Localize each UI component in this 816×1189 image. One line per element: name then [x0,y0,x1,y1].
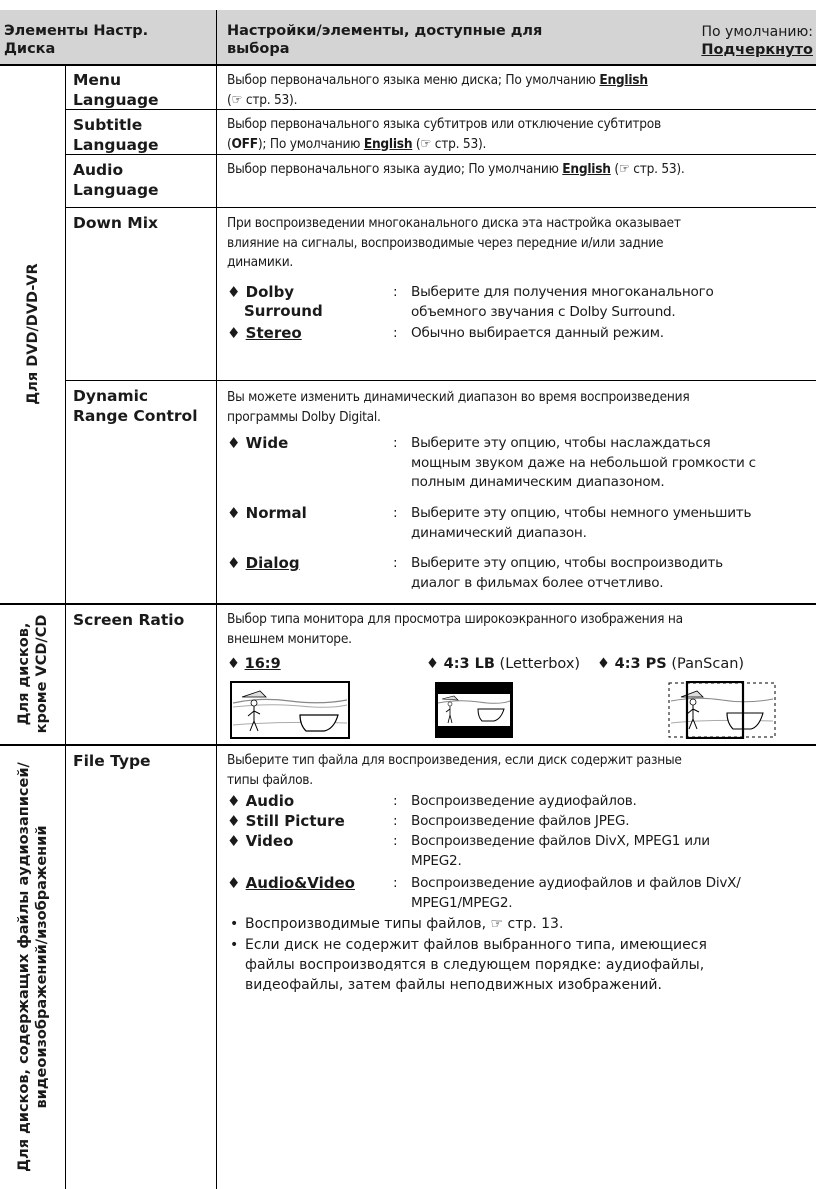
screen-ratio-intro [227,610,813,649]
option-normal-desc [411,504,806,543]
option-label: Video [245,832,294,850]
header-default-legend [701,23,813,59]
item-screen-ratio: Screen Ratio [73,611,185,629]
desc-text: Выбор первоначального языка меню диска; По умолчанию [227,72,600,88]
option-dolby-surround [227,283,323,321]
diamond-bullet-icon: ♦ [227,792,246,810]
option-label: Surround [244,302,323,320]
default-value: Подчеркнуто [701,42,813,58]
file-type-intro [227,751,813,790]
item-name-line: Subtitle [73,116,143,134]
option-stereo-desc: Обычно выбирается данный режим. [411,325,664,341]
desc-line: внешнем мониторе. [227,630,352,647]
header-column-items [0,10,216,64]
desc-line: Выбор типа монитора для просмотра широкоэкранного изображения на [227,611,683,627]
option-label: Wide [245,434,289,452]
subtitle-language-description: Выбор первоначального языка субтитров или отключение субтитров (OFF); По умолчанию English (☞ стр. 53). [227,116,661,152]
bullet-dot-icon: • [230,937,239,953]
option-label: 4:3 LB [443,656,495,672]
option-colon: : [393,793,398,809]
note-playable-types [227,914,813,934]
bullet-dot-icon: • [230,916,239,932]
off-value: OFF [231,135,258,152]
option-16-9 [227,655,281,673]
option-colon: : [393,875,398,891]
group-files-label [15,762,51,1172]
header-rule [0,64,816,66]
desc-line: Выберите эту опцию, чтобы немного уменьшить [411,505,752,521]
group-rule [0,744,816,746]
diamond-bullet-icon: ♦ [227,832,246,850]
row-rule [65,380,816,381]
desc-line: Вы можете изменить динамический диапазон во время воспроизведения [227,389,690,405]
note-line: файлы воспроизводятся в следующем порядке: аудиофайлы, [245,957,705,973]
column-divider [216,10,217,1189]
desc-line: MPEG1/MPEG2. [411,894,513,911]
option-normal [227,504,307,523]
item-file-type: File Type [73,752,151,770]
header-settings-line-1: Настройки/элементы, доступные для [227,23,543,39]
item-name-line: Menu [73,71,122,89]
group-dvd-label: Для DVD/DVD-VR [24,263,41,405]
desc-line: динамики. [227,254,294,270]
menu-language-description [227,71,813,110]
desc-line: Воспроизведение файлов DivX, MPEG1 или [411,833,710,849]
diamond-bullet-icon: ♦ [227,874,246,892]
option-colon: : [393,555,398,571]
desc-line: влияние на сигналы, воспроизводимые через передние и/или задние [227,234,664,251]
option-colon: : [393,435,398,451]
header-items-line-1: Элементы Настр. [4,23,149,39]
option-audio-video [227,874,355,893]
option-dolby-surround-desc [411,283,806,322]
option-label: 4:3 PS [614,656,667,672]
option-note: (PanScan) [671,656,745,672]
option-4-3-lb [426,655,580,673]
header-settings-line-2: выбора [227,41,290,57]
option-label-default: Stereo [245,324,302,342]
desc-line: полным динамическим диапазоном. [411,474,665,490]
desc-line: типы файлов. [227,771,313,788]
option-label-default: Audio&Video [245,874,355,892]
item-name-line: Language [73,136,159,154]
diamond-bullet-icon: ♦ [227,812,246,830]
option-note: (Letterbox) [499,656,581,672]
item-name-line: Dynamic [73,387,149,405]
desc-line: мощным звуком даже на небольшой громкости с [411,454,756,471]
item-menu-language [73,70,213,110]
option-colon: : [393,833,398,849]
diamond-bullet-icon: ♦ [227,504,246,522]
option-wide-desc [411,434,806,493]
group-files [0,745,65,1189]
group-files-line-1: Для дисков, содержащих файлы аудиозаписей/ [15,762,32,1172]
option-video [227,832,293,851]
diamond-bullet-icon: ♦ [597,656,615,672]
diamond-bullet-icon: ♦ [227,324,246,342]
option-colon: : [393,284,398,300]
option-wide [227,434,288,453]
option-stereo [227,324,302,343]
down-mix-intro [227,214,813,273]
group-rule [0,603,816,605]
option-dialog [227,554,300,573]
desc-text: Выбор первоначального языка аудио; По умолчанию [227,161,563,177]
desc-line: динамический диапазон. [411,524,587,541]
desc-line: Воспроизведение аудиофайлов и файлов DivX/ [411,875,741,891]
desc-line: объемного звучания с Dolby Surround. [411,303,676,320]
group-dvd [0,65,65,603]
desc-line: При воспроизведении многоканального диска эта настройка оказывает [227,215,681,231]
header-items-line-2: Диска [4,41,56,57]
group-non-vcd-line-2: кроме VCD/CD [33,614,50,734]
dynamic-range-intro [227,388,813,427]
diamond-bullet-icon: ♦ [227,434,246,452]
header-column-settings [217,10,816,64]
group-files-line-2: видеоизображений/изображений [33,825,50,1109]
note-text [227,935,813,995]
option-label: Still Picture [245,812,345,830]
desc-text: Выбор первоначального языка субтитров или отключение субтитров [227,116,661,132]
desc-line: Выберите эту опцию, чтобы воспроизводить [411,555,723,571]
group-non-vcd-label [15,615,51,734]
panscan-illustration [667,681,777,739]
note-playback-order [227,935,813,995]
item-dynamic-range-control [73,386,213,426]
option-colon: : [393,505,398,521]
note-line: видеофайлы, затем файлы неподвижных изображений. [245,977,662,993]
diamond-bullet-icon: ♦ [426,656,444,672]
letterbox-illustration [434,681,514,739]
option-video-desc [411,832,806,871]
desc-line: MPEG2. [411,852,462,869]
option-audio [227,792,294,811]
option-audio-desc: Воспроизведение аудиофайлов. [411,793,637,809]
default-value-english: English [363,135,413,152]
item-name-line: Language [73,91,159,109]
wide-screen-illustration [230,681,350,739]
option-label-default: Dialog [245,554,300,572]
default-value-english: English [562,161,611,177]
desc-text: ); По умолчанию [257,135,364,152]
default-label: По умолчанию: [701,24,813,40]
item-down-mix: Down Mix [73,214,159,232]
group-non-vcd [0,604,65,744]
option-4-3-ps [597,655,744,673]
option-still-picture-desc: Воспроизведение файлов JPEG. [411,813,630,829]
item-name-line: Audio [73,161,124,179]
option-colon: : [393,813,398,829]
item-subtitle-language [73,115,213,155]
option-dialog-desc [411,554,806,593]
desc-line: диалог в фильмах более отчетливо. [411,574,664,591]
desc-line: Выберите тип файла для воспроизведения, если диск содержит разные [227,752,682,768]
row-rule [65,207,816,208]
desc-line: программы Dolby Digital. [227,408,381,425]
diamond-bullet-icon: ♦ [227,283,246,301]
option-label-default: 16:9 [244,656,281,672]
page-ref: (☞ стр. 53). [412,135,487,152]
default-value-english: English [599,72,648,88]
group-divider [65,64,66,1189]
page-ref: (☞ стр. 53). [610,161,685,177]
item-name-line: Range Control [73,407,198,425]
desc-line: Выберите для получения многоканального [411,284,714,300]
item-name-line: Language [73,181,159,199]
page-ref: (☞ стр. 53). [227,91,298,108]
diamond-bullet-icon: ♦ [227,656,245,672]
option-label: Audio [245,792,295,810]
note-line: Если диск не содержит файлов выбранного типа, имеющиеся [245,937,707,953]
option-colon: : [393,325,398,341]
group-non-vcd-line-1: Для дисков, [15,622,32,726]
item-audio-language [73,160,213,200]
option-label: Normal [245,504,307,522]
option-label: Dolby [245,283,295,301]
option-audio-video-desc [411,874,806,913]
audio-language-description [227,160,813,180]
note-line: Воспроизводимые типы файлов, ☞ стр. 13. [245,916,564,932]
desc-line: Выберите эту опцию, чтобы наслаждаться [411,435,711,451]
option-still-picture [227,812,345,831]
diamond-bullet-icon: ♦ [227,554,246,572]
